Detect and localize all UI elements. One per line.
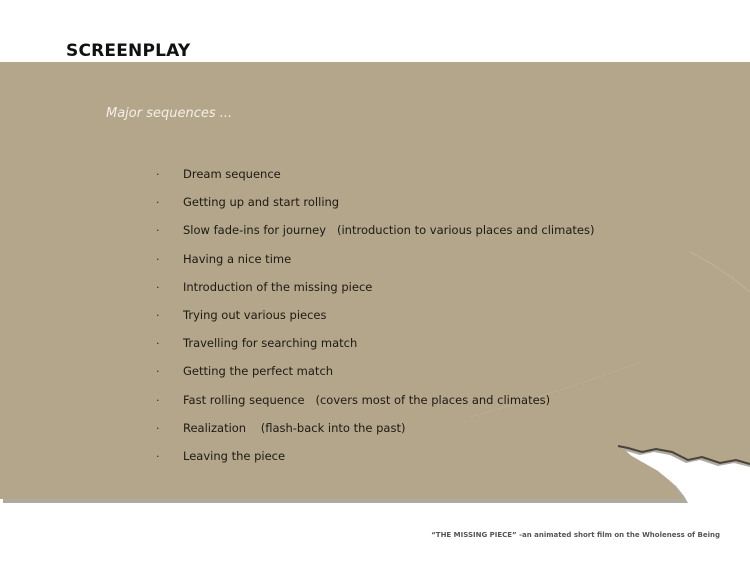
list-item xyxy=(156,363,594,391)
list-item xyxy=(156,279,594,307)
page-title: SCREENPLAY xyxy=(66,41,191,61)
list-item xyxy=(156,392,594,420)
sequence-list xyxy=(156,166,594,476)
list-item xyxy=(156,335,594,363)
list-item-text: Dream sequence xyxy=(183,167,281,181)
footer-caption: “THE MISSING PIECE” -an animated short film on the Wholeness of Being xyxy=(431,531,720,539)
bullet-icon: · xyxy=(156,308,160,322)
bullet-icon: · xyxy=(156,280,160,294)
list-item xyxy=(156,166,594,194)
list-item xyxy=(156,448,594,476)
list-item xyxy=(156,251,594,279)
bullet-icon: · xyxy=(156,449,160,463)
section-subtitle: Major sequences ... xyxy=(106,106,233,121)
list-item-text: Leaving the piece xyxy=(183,448,286,463)
bullet-icon: · xyxy=(156,252,160,266)
bullet-icon: · xyxy=(156,224,160,238)
bullet-icon: · xyxy=(156,393,160,407)
list-item-text: Slow fade-ins for journey (introduction to various places and climates) xyxy=(183,223,595,238)
bullet-icon: · xyxy=(156,196,160,210)
list-item xyxy=(156,307,594,335)
bullet-icon: · xyxy=(156,337,160,351)
list-item-text: Getting the perfect match xyxy=(183,364,334,379)
list-item-text: Trying out various pieces xyxy=(183,307,327,322)
list-item-text: Realization (flash-back into the past) xyxy=(183,420,406,435)
list-item xyxy=(156,222,594,250)
list-item-text: Travelling for searching match xyxy=(183,336,358,351)
list-item xyxy=(156,194,594,222)
bullet-icon: · xyxy=(156,168,160,181)
list-item-text: Having a nice time xyxy=(183,251,292,266)
list-item-text: Introduction of the missing piece xyxy=(183,279,373,294)
list-item-text: Getting up and start rolling xyxy=(183,195,340,210)
list-item-text: Fast rolling sequence (covers most of the places and climates) xyxy=(183,392,551,407)
list-item xyxy=(156,420,594,448)
bullet-icon: · xyxy=(156,365,160,379)
bullet-icon: · xyxy=(156,421,160,435)
